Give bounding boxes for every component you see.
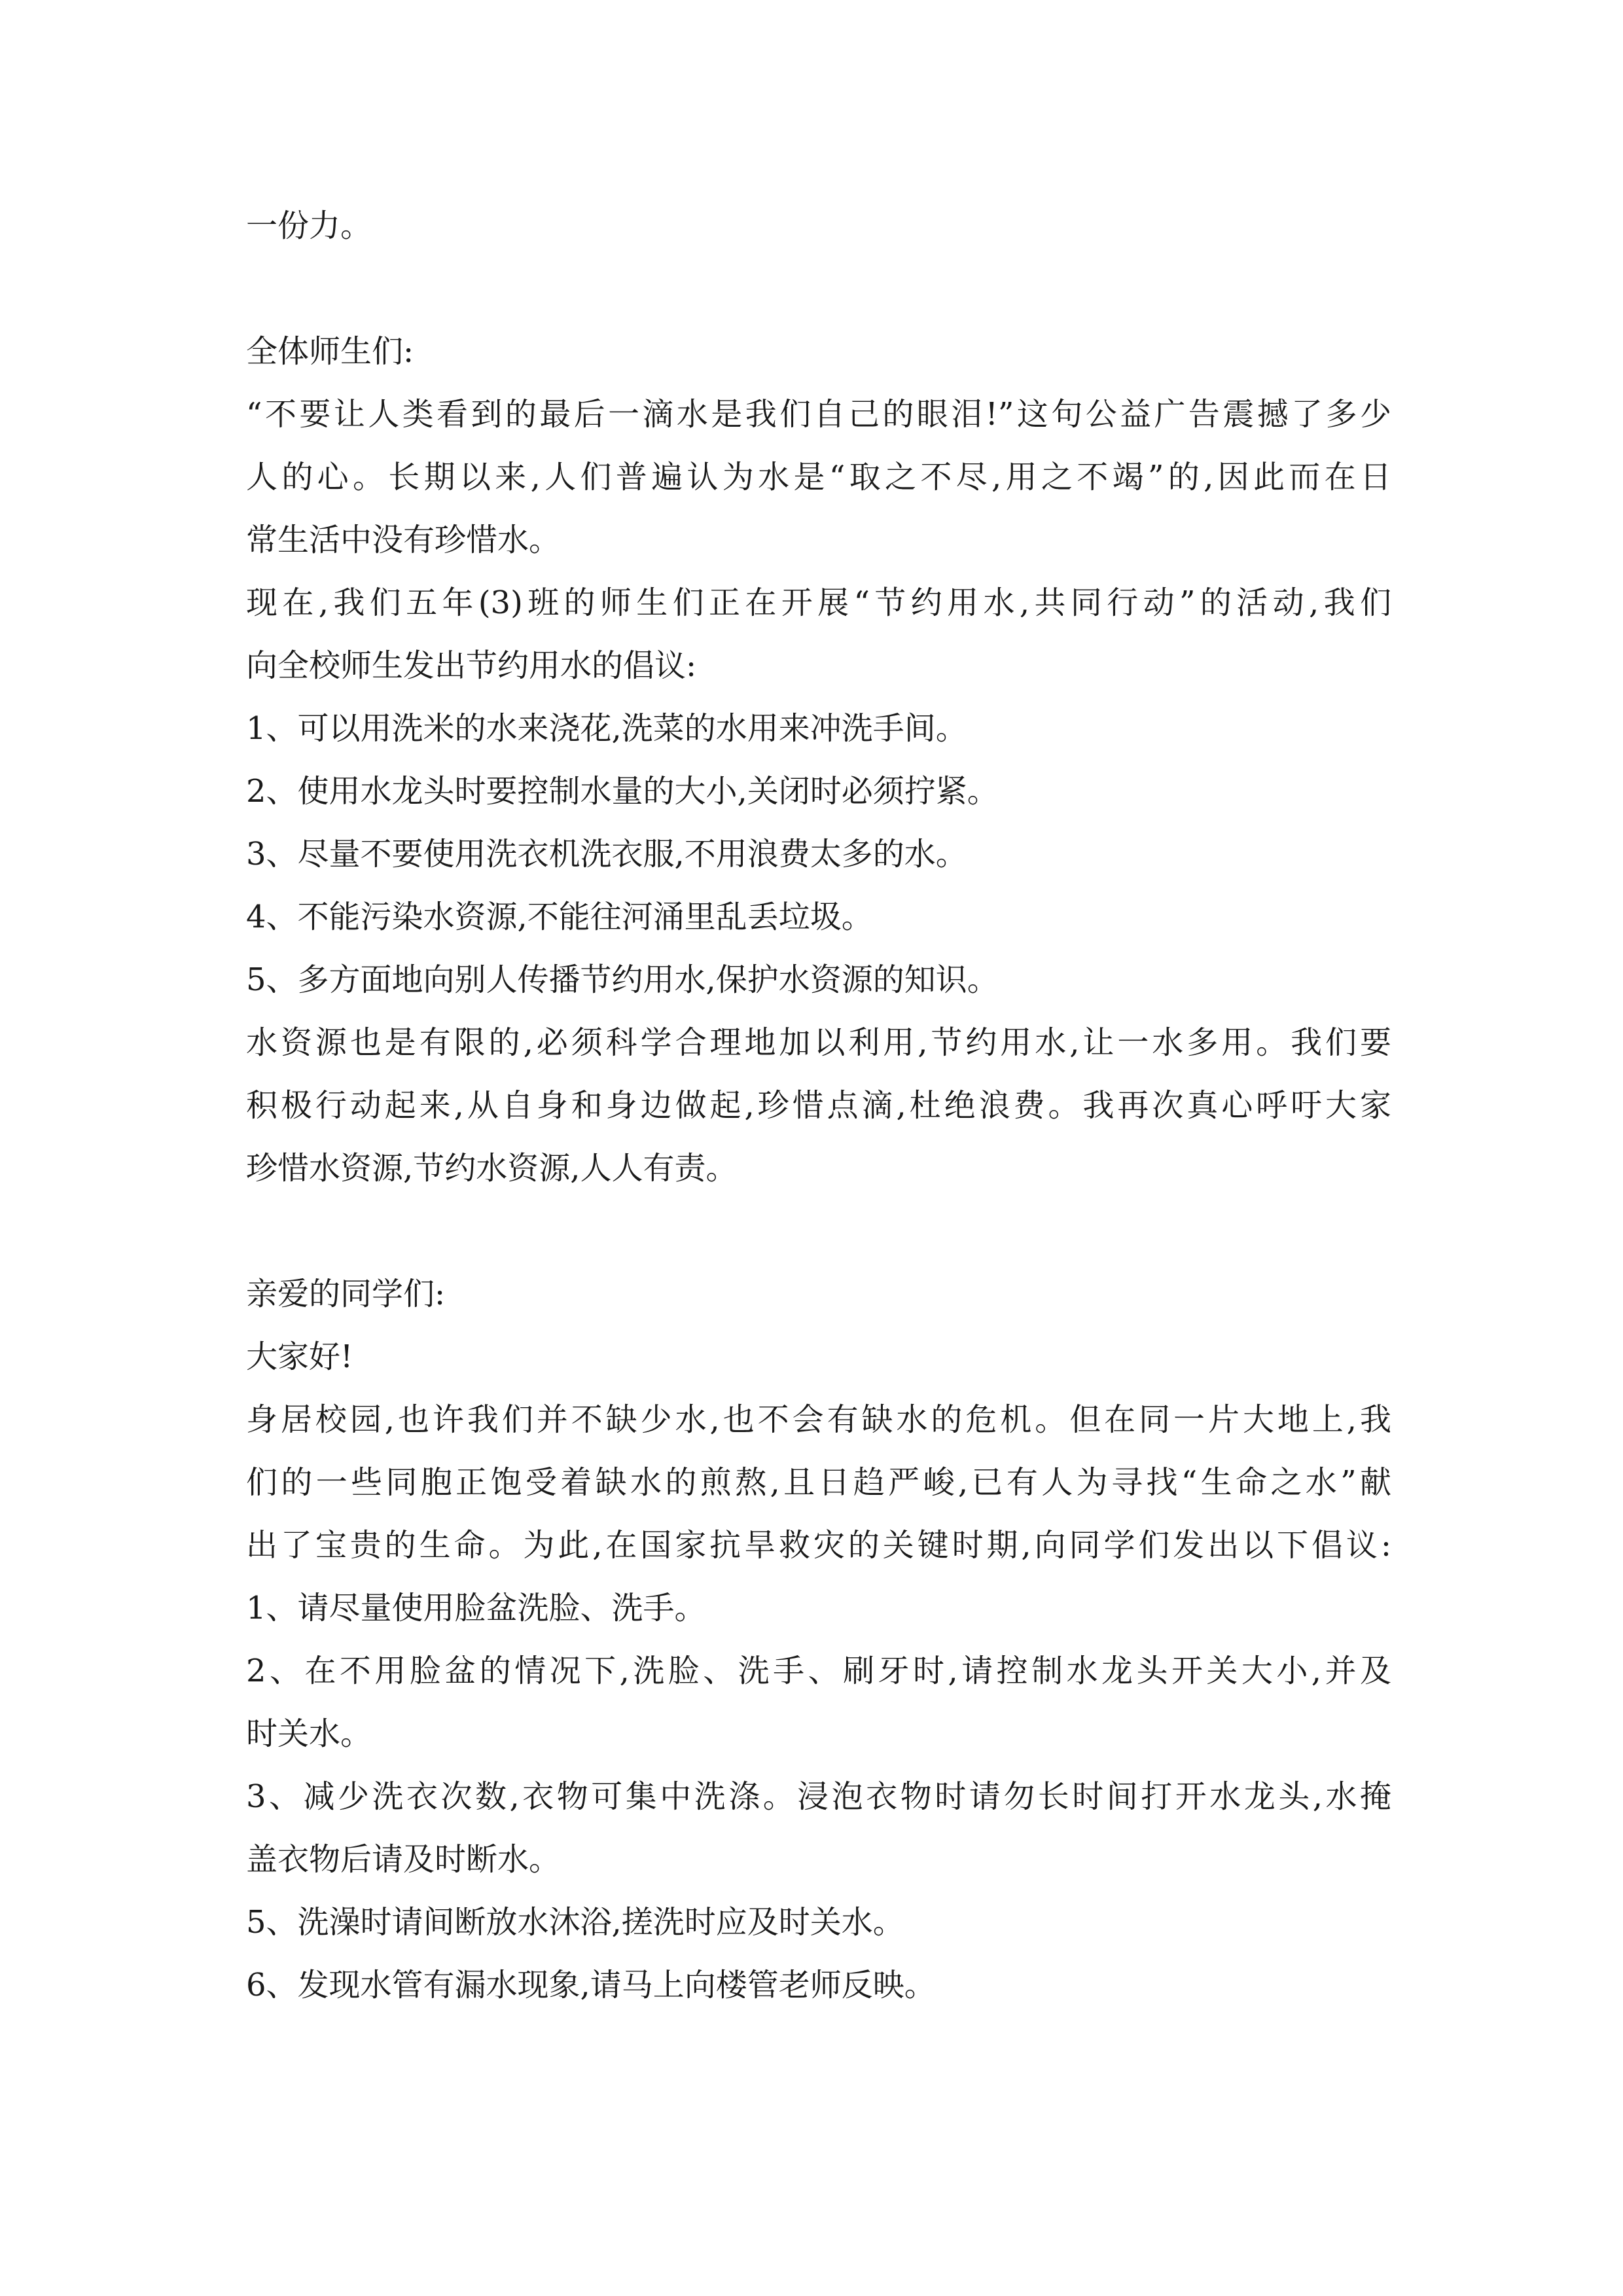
closing-line: 水资源也是有限的,必须科学合理地加以利用,节约用水,让一水多用。我们要 [246, 1024, 1391, 1061]
paragraph-line: 出了宝贵的生命。为此,在国家抗旱救灾的关键时期,向同学们发出以下倡议: [246, 1527, 1391, 1564]
list-item: 5、洗澡时请间断放水沐浴,搓洗时应及时关水。 [246, 1904, 904, 1941]
paragraph-line: 人的心。长期以来,人们普遍认为水是“取之不尽,用之不竭”的,因此而在日 [246, 459, 1391, 495]
list-item: 6、发现水管有漏水现象,请马上向楼管老师反映。 [246, 1967, 936, 2003]
list-item: 3、减少洗衣次数,衣物可集中洗涤。浸泡衣物时请勿长时间打开水龙头,水掩 [246, 1778, 1391, 1815]
paragraph-line: 向全校师生发出节约用水的倡议: [246, 647, 697, 684]
list-item-continuation: 时关水。 [246, 1715, 372, 1752]
salutation-classmates: 亲爱的同学们: [246, 1276, 446, 1312]
paragraph-line: 常生活中没有珍惜水。 [246, 522, 561, 558]
paragraph-line: 们的一些同胞正饱受着缺水的煎熬,且日趋严峻,已有人为寻找“生命之水”献 [246, 1464, 1391, 1501]
greeting: 大家好! [246, 1338, 353, 1375]
paragraph-line: “不要让人类看到的最后一滴水是我们自己的眼泪!”这句公益广告震撼了多少 [246, 396, 1391, 433]
closing-line: 积极行动起来,从自身和身边做起,珍惜点滴,杜绝浪费。我再次真心呼吁大家 [246, 1087, 1391, 1124]
list-item: 1、可以用洗米的水来浇花,洗菜的水用来冲洗手间。 [246, 710, 967, 747]
section-gap [246, 1200, 1398, 1263]
salutation-teachers-students: 全体师生们: [246, 333, 414, 370]
closing-line: 珍惜水资源,节约水资源,人人有责。 [246, 1150, 738, 1187]
list-item-continuation: 盖衣物后请及时断水。 [246, 1841, 561, 1878]
paragraph-line: 身居校园,也许我们并不缺少水,也不会有缺水的危机。但在同一片大地上,我 [246, 1401, 1391, 1438]
list-item: 2、使用水龙头时要控制水量的大小,关闭时必须拧紧。 [246, 773, 999, 810]
list-item: 3、尽量不要使用洗衣机洗衣服,不用浪费太多的水。 [246, 836, 967, 872]
list-item: 2、在不用脸盆的情况下,洗脸、洗手、刷牙时,请控制水龙头开关大小,并及 [246, 1653, 1391, 1689]
document-body [246, 194, 1398, 2017]
list-item: 4、不能污染水资源,不能往河涌里乱丢垃圾。 [246, 899, 873, 935]
continuation-line: 一份力。 [246, 207, 372, 244]
section-gap [246, 257, 1398, 320]
paragraph-line: 现在,我们五年(3)班的师生们正在开展“节约用水,共同行动”的活动,我们 [246, 584, 1391, 621]
list-item: 5、多方面地向别人传播节约用水,保护水资源的知识。 [246, 961, 999, 998]
list-item: 1、请尽量使用脸盆洗脸、洗手。 [246, 1590, 706, 1626]
